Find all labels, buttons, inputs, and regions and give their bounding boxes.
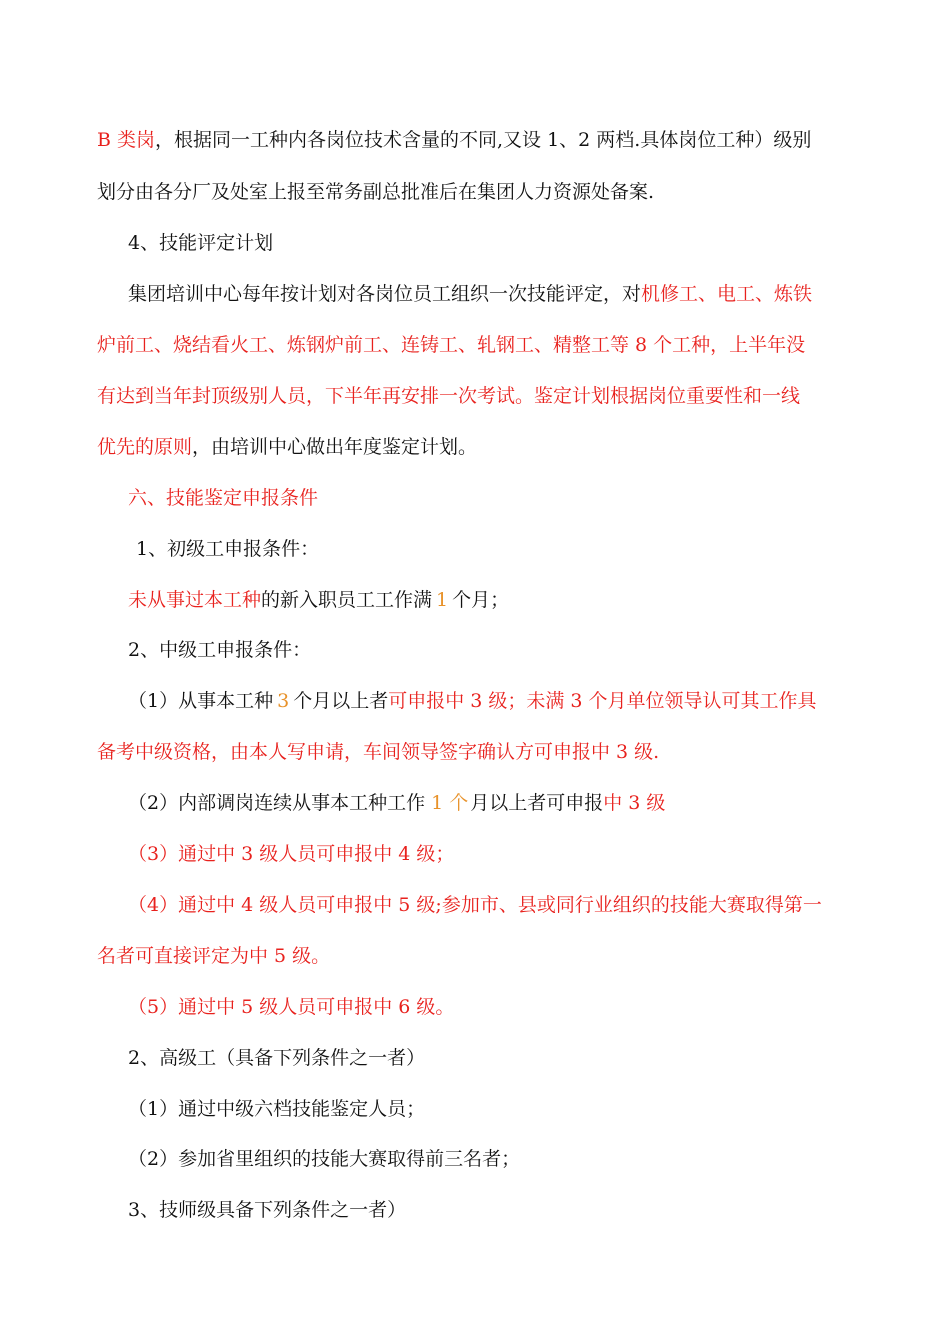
text-number: 3 (277, 690, 290, 712)
paragraph-line-17: 名者可直接评定为中 5 级。 (97, 945, 331, 967)
paragraph-line-4 (128, 282, 812, 306)
section-heading-skill-plan: 4、技能评定计划 (128, 232, 274, 254)
text-number: 1 个 (431, 792, 469, 814)
text-segment: ，由培训中心做出年度鉴定计划。 (192, 436, 478, 458)
text-number: 1 (436, 589, 449, 611)
text-segment: （1）从事本工种 (128, 690, 274, 712)
subheading-intermediate: 2、中级工申报条件： (128, 639, 312, 661)
text-highlight: 机修工、电工、炼铁 (641, 283, 813, 305)
text-highlight: 可申报中 3 级；未满 3 个月单位领导认可其工作具 (388, 690, 817, 712)
text-highlight: 中 3 级 (603, 792, 666, 814)
subheading-technician: 3、技师级具备下列条件之一者） (128, 1199, 407, 1221)
paragraph-line-1 (97, 128, 855, 152)
section-heading-six: 六、技能鉴定申报条件 (128, 487, 319, 509)
paragraph-line-12 (128, 689, 817, 713)
text-b-category: B 类岗 (97, 129, 156, 151)
paragraph-line-15: （3）通过中 3 级人员可申报中 4 级； (128, 843, 455, 865)
text-segment: 的新入职员工工作满 (261, 589, 433, 611)
text-segment: 月以上者可申报 (470, 792, 604, 814)
paragraph-line-10 (128, 588, 509, 612)
text-segment: 个月； (452, 589, 510, 611)
paragraph-line-14 (128, 791, 665, 815)
paragraph-line-5: 炉前工、烧结看火工、炼钢炉前工、连铸工、轧钢工、精整工等 8 个工种，上半年没 (97, 334, 806, 356)
paragraph-line-7 (97, 435, 477, 459)
text-segment: （2）内部调岗连续从事本工种工作 (128, 792, 426, 814)
paragraph-line-16: （4）通过中 4 级人员可申报中 5 级;参加市、县或同行业组织的技能大赛取得第一 (128, 894, 822, 916)
paragraph-line-13: 备考中级资格，由本人写申请，车间领导签字确认方可申报中 3 级. (97, 741, 660, 763)
paragraph-line-18: （5）通过中 5 级人员可申报中 6 级。 (128, 996, 455, 1018)
text-segment: 个月以上者 (293, 690, 389, 712)
subheading-junior: 1、初级工申报条件： (136, 538, 320, 560)
paragraph-line-6: 有达到当年封顶级别人员，下半年再安排一次考试。鉴定计划根据岗位重要性和一线 (97, 385, 801, 407)
text-segment: ，根据同一工种内各岗位技术含量的不同,又设 1、2 两档.具体岗位工种）级别 (155, 129, 812, 151)
paragraph-line-21: （2）参加省里组织的技能大赛取得前三名者； (128, 1148, 521, 1170)
text-segment: 集团培训中心每年按计划对各岗位员工组织一次技能评定，对 (128, 283, 642, 305)
paragraph-line-20: （1）通过中级六档技能鉴定人员； (128, 1098, 426, 1120)
text-highlight: 未从事过本工种 (128, 589, 262, 611)
text-highlight: 优先的原则 (97, 436, 193, 458)
paragraph-line-2: 划分由各分厂及处室上报至常务副总批准后在集团人力资源处备案. (97, 181, 655, 203)
subheading-senior: 2、高级工（具备下列条件之一者） (128, 1047, 426, 1069)
